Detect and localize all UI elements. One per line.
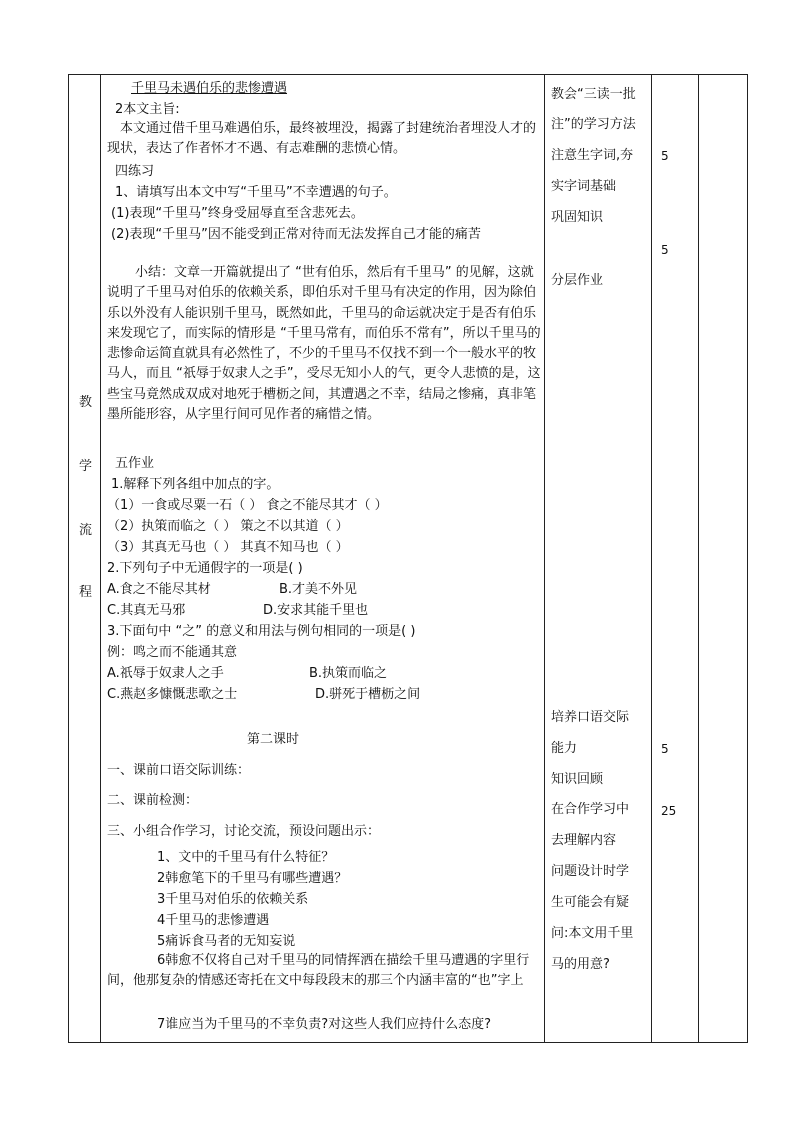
discussion-question: 1、文中的千里马有什么特征？ bbox=[157, 850, 335, 865]
homework-2: 2.下列句子中无通假字的一项是( ) bbox=[107, 561, 303, 576]
note-text: 问题设计时学 bbox=[551, 864, 630, 879]
process-label-char: 学 bbox=[79, 459, 93, 474]
question-1b: (2)表现“千里马”因不能受到正常对待而无法发挥自己才能的痛苦 bbox=[111, 227, 481, 242]
discussion-question: 7谁应当为千里马的不幸负责?对这些人我们应持什么态度? bbox=[157, 1017, 492, 1032]
empty-column bbox=[699, 75, 747, 1042]
content-column bbox=[101, 75, 543, 1042]
note-text: 巩固知识 bbox=[551, 210, 604, 225]
theme-heading: 2本文主旨: bbox=[115, 102, 180, 117]
note-text: 培养口语交际 bbox=[551, 710, 630, 725]
homework-3-option: D.骈死于槽枥之间 bbox=[315, 687, 421, 702]
process-label-char: 教 bbox=[79, 395, 93, 410]
note-text: 分层作业 bbox=[551, 273, 604, 288]
homework-2-option: B.才美不外见 bbox=[279, 582, 358, 597]
homework-1b: （2）执策而临之（ ） 策之不以其道（ ） bbox=[107, 519, 349, 534]
homework-2-option: D.安求其能千里也 bbox=[263, 603, 369, 618]
section-title: 千里马未遇伯乐的悲惨遭遇 bbox=[131, 81, 288, 96]
summary-paragraph: 小结：文章一开篇就提出了 “世有伯乐，然后有千里马” 的见解，这就说明了千里马对伯乐的依赖关系，即伯乐对千里马有决定的作用，因为除伯乐以外没有人能识别千里马，既然如此，千里马的命运就决定于是否有伯乐来发现它了，而实际的情形是 “千里马常有，而伯乐不常有”，所以千里马的悲惨命运简直就具有必然性了，不少的千里马不仅找不到一个一般水平的牧马人，而且 “祇辱于奴隶人之手”，受尽无知小人的气，更令人悲愤的是，这些宝马竟然成双成对地死于槽枥之间，其遭遇之不幸，结局之惨痛，真非笔墨所能形容，从字里行间可见作者的痛惜之情。 bbox=[107, 265, 541, 423]
note-text: 知识回顾 bbox=[551, 772, 604, 787]
process-label-column bbox=[69, 75, 100, 1042]
homework-heading: 五作业 bbox=[115, 456, 155, 471]
step-1: 一、课前口语交际训练： bbox=[107, 763, 251, 778]
note-text: 教会“三读一批 bbox=[551, 87, 636, 102]
note-text: 能力 bbox=[551, 741, 578, 756]
practice-heading: 四练习 bbox=[115, 164, 155, 179]
time-minutes: 5 bbox=[661, 243, 669, 257]
discussion-question: 2韩愈笔下的千里马有哪些遭遇？ bbox=[157, 871, 348, 886]
time-column bbox=[652, 75, 698, 1042]
theme-paragraph: 本文通过借千里马难遇伯乐，最终被埋没，揭露了封建统治者埋没人才的现状，表达了作者怀才不遇、有志难酬的悲愤心情。 bbox=[107, 121, 537, 157]
time-minutes: 25 bbox=[661, 804, 677, 818]
note-text: 生可能会有疑 bbox=[551, 895, 630, 910]
note-text: 注意生字词,夯 bbox=[551, 148, 634, 163]
design-notes-column bbox=[545, 75, 651, 1042]
note-text: 去理解内容 bbox=[551, 833, 617, 848]
lesson-table bbox=[68, 74, 748, 1043]
note-text: 在合作学习中 bbox=[551, 802, 630, 817]
discussion-question: 6韩愈不仅将自己对千里马的同情挥洒在描绘千里马遭遇的字里行间，他那复杂的情感还寄托在文中每段段末的那三个内涵丰富的“也”字上 bbox=[107, 953, 530, 989]
homework-2-option: A.食之不能尽其材 bbox=[107, 582, 211, 597]
homework-3: 3.下面句中 “之” 的意义和用法与例句相同的一项是( ) bbox=[107, 624, 416, 639]
time-minutes: 5 bbox=[661, 149, 669, 163]
homework-2-option: C.其真无马邪 bbox=[107, 603, 186, 618]
discussion-question: 4千里马的悲惨遭遇 bbox=[157, 913, 270, 928]
homework-3-option: C.燕赵多慷慨悲歌之士 bbox=[107, 687, 238, 702]
question-1a: (1)表现“千里马”终身受屈辱直至含悲死去。 bbox=[111, 206, 364, 221]
note-text: 问:本文用千里 bbox=[551, 926, 634, 941]
homework-1: 1.解释下列各组中加点的字。 bbox=[111, 477, 280, 492]
question-1: 1、请填写出本文中写“千里马”不幸遭遇的句子。 bbox=[115, 185, 397, 200]
time-minutes: 5 bbox=[661, 742, 669, 756]
process-label-char: 程 bbox=[79, 585, 93, 600]
homework-3-example: 例：鸣之而不能通其意 bbox=[107, 645, 238, 660]
process-label-char: 流 bbox=[79, 523, 93, 538]
note-text: 实字词基础 bbox=[551, 179, 617, 194]
step-3: 三、小组合作学习，讨论交流，预设问题出示： bbox=[107, 824, 381, 839]
homework-1a: （1）一食或尽粟一石（ ） 食之不能尽其才（ ） bbox=[107, 498, 388, 513]
homework-3-option: B.执策而临之 bbox=[309, 666, 388, 681]
note-text: 马的用意? bbox=[551, 957, 610, 972]
note-text: 注”的学习方法 bbox=[551, 117, 636, 132]
homework-3-option: A.祇辱于奴隶人之手 bbox=[107, 666, 224, 681]
step-2: 二、课前检测： bbox=[107, 793, 199, 808]
discussion-question: 3千里马对伯乐的依赖关系 bbox=[157, 892, 309, 907]
discussion-question: 5痛诉食马者的无知妄说 bbox=[157, 934, 296, 949]
lesson-2-heading: 第二课时 bbox=[247, 732, 300, 747]
homework-1c: （3）其真无马也（ ） 其真不知马也（ ） bbox=[107, 540, 349, 555]
